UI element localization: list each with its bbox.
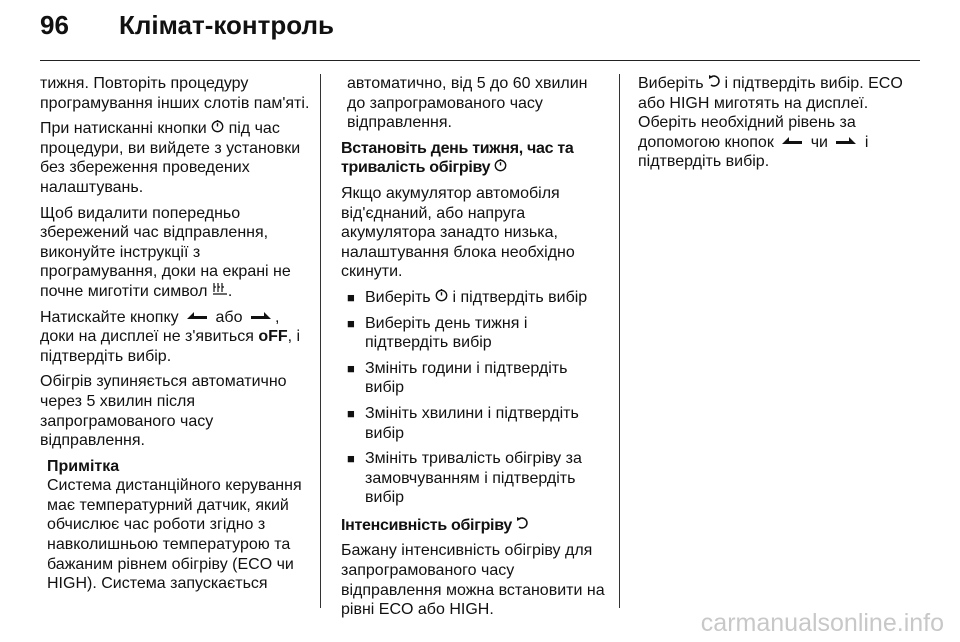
- text: При натисканні кнопки: [40, 120, 212, 138]
- list-item: ■ Змініть тривалість обігріву за замовчуванням і підтвердіть вибір: [341, 449, 609, 508]
- text: Встановіть день тижня, час та тривалість обігріву: [341, 139, 574, 177]
- watermark: carmanualsonline.info: [700, 609, 944, 637]
- text: Натискайте кнопку: [40, 308, 184, 326]
- page-header: [0, 0, 960, 62]
- text: чи: [806, 133, 833, 151]
- text: і підтвердіть вибір. ECO або HIGH миготять на дисплеї. Оберіть необхідний рівень за допомогою кнопок: [638, 75, 903, 151]
- paragraph: Обігрів зупиняється автоматично через 5 хвилин після запрограмованого часу відправлення.: [40, 373, 287, 450]
- text: Виберіть: [638, 75, 709, 92]
- paragraph: [40, 119, 312, 197]
- steps-list: [341, 288, 609, 508]
- column-1: [40, 74, 312, 600]
- paragraph: тижня. Повторіть процедуру програмування інших слотів пам'яті.: [40, 75, 310, 112]
- text: і підтвердіть вибір: [448, 288, 588, 306]
- left-arrow-icon: [781, 135, 803, 145]
- text: Інтенсивність обігріву: [341, 516, 512, 534]
- text: або: [211, 308, 247, 326]
- paragraph: автоматично, від 5 до 60 хвилин до запрограмованого часу відправлення.: [347, 75, 588, 132]
- list-item: ■ Виберіть день тижня і підтвердіть вибір: [341, 314, 609, 353]
- note-text: Система дистанційного керування має температурний датчик, який обчислює час роботи згідно з навколишньою температурою та бажаним рівнем обігріву (ECO чи HIGH). Система запускається: [47, 477, 302, 593]
- text: , доки на дисплеї не з'явиться: [40, 308, 280, 346]
- column-3: [638, 74, 920, 178]
- note: [40, 457, 312, 594]
- paragraph: Щоб видалити попередньо збережений час відправлення, виконуйте інструкції з програмування, доки на екрані не почне миготіти символ .: [40, 204, 291, 300]
- note-title: Примітка: [47, 457, 120, 475]
- paragraph: [40, 308, 312, 367]
- text: Щоб видалити попередньо збережений час відправлення, виконуйте інструкції з програмування, доки на екрані не почне миготіти символ: [40, 204, 291, 300]
- off-label: oFF: [258, 328, 288, 346]
- paragraph: [638, 74, 920, 172]
- page-title: Клімат-контроль: [119, 10, 334, 40]
- clock-icon: [435, 288, 448, 308]
- paragraph: Бажану інтенсивність обігріву для запрограмованого часу відправлення можна встановити на рівні ECO або HIGH.: [341, 542, 605, 619]
- clock-icon: [494, 158, 507, 178]
- paragraph: Якщо акумулятор автомобіля від'єднаний, або напруга акумулятора занадто низька, налаштування блока необхідно скинути.: [341, 184, 575, 281]
- text: під час процедури, ви вийдете з установки без збереження проведених налаштувань.: [40, 120, 301, 196]
- left-arrow-icon: [186, 310, 208, 320]
- right-arrow-icon: [835, 135, 857, 145]
- list-item: [341, 288, 609, 308]
- right-arrow-icon: [250, 310, 272, 320]
- blink-symbol-icon: [212, 282, 228, 302]
- column-divider: [619, 74, 620, 608]
- section-heading: [341, 516, 609, 536]
- text: , і підтвердіть вибір.: [40, 328, 301, 365]
- text: і підтвердіть вибір.: [638, 133, 869, 171]
- column-2: [341, 74, 609, 626]
- loop-arrow-icon: [708, 74, 720, 94]
- section-heading: [341, 139, 609, 178]
- header-rule: [40, 60, 920, 61]
- list-item: ■ Змініть години і підтвердіть вибір: [341, 359, 609, 398]
- text: Виберіть: [365, 288, 436, 306]
- clock-icon: [211, 119, 224, 139]
- list-item: ■ Змініть хвилини і підтвердіть вибір: [341, 404, 609, 443]
- page-number: 96: [40, 10, 69, 40]
- loop-arrow-icon: [516, 516, 528, 536]
- column-divider: [320, 74, 321, 608]
